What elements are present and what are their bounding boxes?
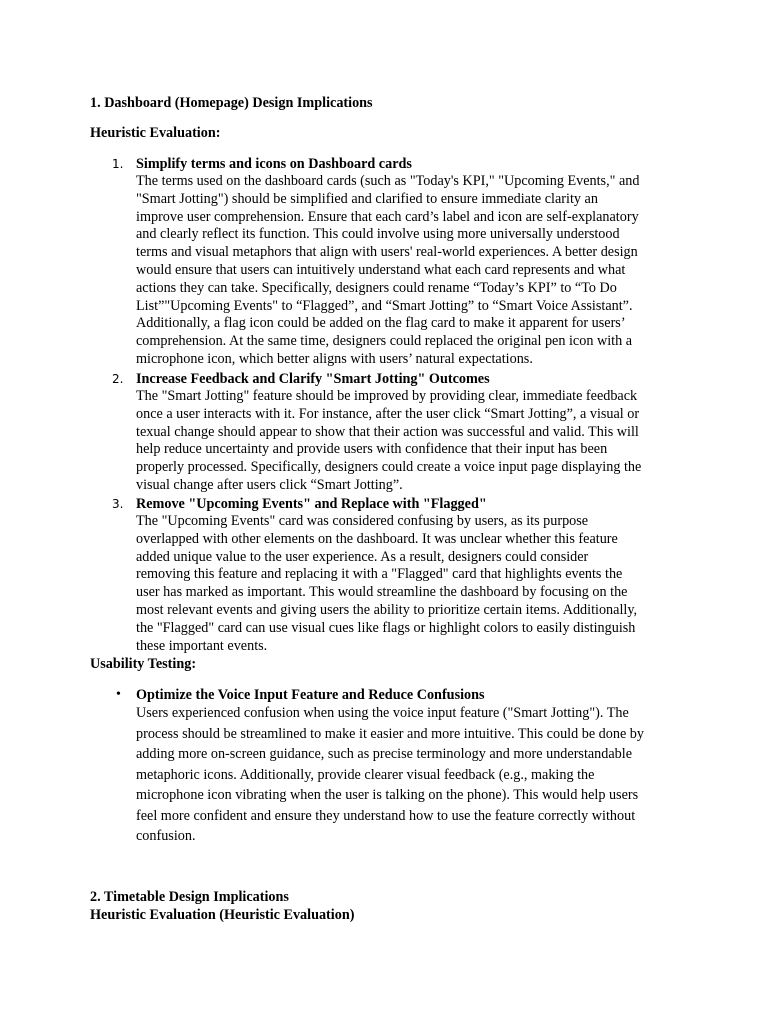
item-3-line: The "Upcoming Events" card was considered confusing by users, as its purpose <box>136 513 589 529</box>
item-1-line: actions they can take. Specifically, designers could rename “Today’s KPI” to “To Do <box>136 279 617 296</box>
heuristic-evaluation-label: Heuristic Evaluation: <box>90 125 221 141</box>
item-1-body <box>136 173 676 369</box>
item-3-line: most relevant events and giving users the ability to prioritize certain items. Additionally, <box>136 601 638 618</box>
item-1-line: List”"Upcoming Events" to “Flagged”, and “Smart Jotting” to “Smart Voice Assistant”. <box>136 297 633 314</box>
item-1-line: Additionally, a flag icon could be added on the flag card to make it apparent for users’ <box>136 315 626 332</box>
usability-item-body <box>136 703 676 847</box>
item-1-line: terms and visual metaphors that align with users' real-world experiences. A better design <box>136 244 638 261</box>
usability-line: Users experienced confusion when using the voice input feature ("Smart Jotting"). The <box>136 705 629 721</box>
usability-line: process should be streamlined to make it easier and more intuitive. This could be done by <box>136 725 644 742</box>
item-3-line: user has marked as important. This would streamline the dashboard by focusing on the <box>136 584 628 601</box>
usability-line: confusion. <box>136 828 196 844</box>
item-3-title: Remove "Upcoming Events" and Replace with "Flagged" <box>136 496 487 512</box>
item-3-line: added unique value to the user experience. As a result, designers could consider <box>136 548 589 565</box>
item-2-title: Increase Feedback and Clarify "Smart Jotting" Outcomes <box>136 371 490 387</box>
item-3-line: the "Flagged" card can use visual cues like flags or highlight colors to easily distinguish <box>136 619 636 636</box>
item-2-line: The "Smart Jotting" feature should be improved by providing clear, immediate feedback <box>136 388 638 404</box>
usability-testing-label: Usability Testing: <box>90 656 197 672</box>
section-2-title: 2. Timetable Design Implications <box>90 889 289 905</box>
item-2-line: help reduce uncertainty and provide users with confidence that their input has been <box>136 441 608 458</box>
item-1-line: and clearly reflect its function. This could involve using more universally understood <box>136 226 620 243</box>
bullet-icon: • <box>116 687 121 702</box>
item-3-line: these important events. <box>136 637 268 654</box>
section-1-title: 1. Dashboard (Homepage) Design Implications <box>90 95 373 111</box>
item-2-line: texual change should appear to show that their action was successful and valid. This will <box>136 423 639 440</box>
item-3-line: overlapped with other elements on the dashboard. It was unclear whether this feature <box>136 530 618 547</box>
usability-line: feel more confident and ensure they understand how to use the feature correctly without <box>136 807 636 824</box>
item-1-line: The terms used on the dashboard cards (such as "Today's KPI," "Upcoming Events," and <box>136 173 640 189</box>
usability-line: metaphoric icons. Additionally, provide clearer visual feedback (e.g., making the <box>136 766 595 783</box>
item-2-body <box>136 388 676 495</box>
list-number: 1. <box>112 157 124 171</box>
item-1-line: "Smart Jotting") should be simplified and clarified to ensure immediate clarity an <box>136 190 598 207</box>
list-number: 2. <box>112 372 124 386</box>
item-3-body <box>136 513 676 655</box>
usability-line: microphone icon vibrating when the user is talking on the phone). This would help users <box>136 787 639 803</box>
item-1-line: comprehension. At the same time, designers could replaced the original pen icon with a <box>136 333 633 350</box>
usability-line: adding more on-screen guidance, such as precise terminology and more understandable <box>136 746 632 762</box>
item-3-line: removing this feature and replacing it with a "Flagged" card that highlights events the <box>136 566 623 583</box>
item-1-line: improve user comprehension. Ensure that each card’s label and icon are self-explanatory <box>136 208 639 225</box>
item-1-line: microphone icon, which better aligns with users’ natural expectations. <box>136 350 533 367</box>
item-2-line: visual change after users click “Smart Jotting”. <box>136 476 403 493</box>
usability-item-title: Optimize the Voice Input Feature and Reduce Confusions <box>136 687 485 703</box>
list-number: 3. <box>112 497 124 511</box>
item-2-line: once a user interacts with it. For instance, after the user click “Smart Jotting”, a visual or <box>136 405 640 422</box>
item-1-title: Simplify terms and icons on Dashboard cards <box>136 156 412 172</box>
section-2-subtitle: Heuristic Evaluation (Heuristic Evaluation) <box>90 907 355 923</box>
item-2-line: properly processed. Specifically, designers could create a voice input page displaying the <box>136 459 642 476</box>
item-1-line: would ensure that users can intuitively understand what each card represents and what <box>136 261 626 278</box>
